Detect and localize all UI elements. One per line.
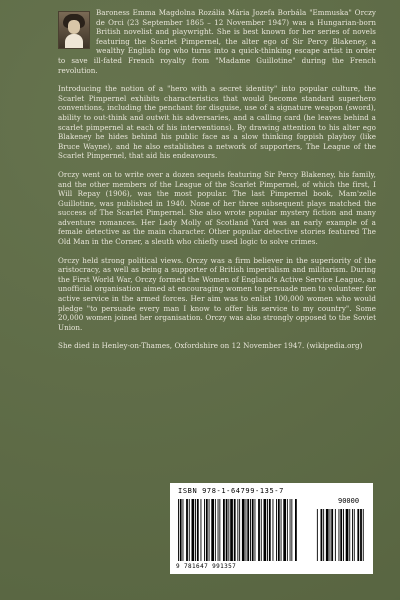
paragraph-death: She died in Henley-on-Thames, Oxfordshire on 12 November 1947. (wikipedia.org) (58, 341, 363, 351)
author-portrait-icon (58, 11, 90, 49)
back-cover-text (58, 8, 376, 360)
paragraph-bio (58, 8, 376, 75)
paragraph-politics: Orczy held strong political views. Orczy was a firm believer in the superiority of the aristocracy, as well as being a supporter of British imperialism and militarism. During the First World War, Orczy formed the Women of England's Active Service League, an unofficial organisation aimed at encouraging women to persuade men to volunteer for active service in the armed forces. Her aim was to enlist 100,000 women who would pledge "to persuade every man I know to offer his service to my country". Some 20,000 women joined her organisation. Orczy was also strongly opposed to the Soviet Union. (58, 255, 376, 332)
paragraph-bio-text: Baroness Emma Magdolna Rozália Mária Jozefa Borbála "Emmuska" Orczy de Orci (23 September 1865 – 12 November 1947) was a Hungarian-born British novelist and playwright. She is best known for her series of novels featuring the Scarlet Pimpernel, the alter ego of Sir Percy Blakeney, a wealthy English fop who turns into a quick-thinking escape artist in order to save ill-fated French royalty from "Madame Guillotine" during the French revolution. (58, 8, 376, 75)
barcode-digits: 9 781647 991357 (176, 563, 237, 570)
price-code: 90000 (338, 497, 360, 505)
paragraph-hero: Introducing the notion of a "hero with a secret identity" into popular culture, the Scarlet Pimpernel exhibits characteristics that would become standard superhero conventions, including the penchant for disguise, use of a signature weapon (sword), ability to out-think and outwit his adversaries, and a calling card (he leaves behind a scarlet pimpernel at each of his interventions). By drawing attention to his alter ego Blakeney he hides behind his public face as a slow thinking foppish playboy (like Bruce Wayne), and he also establishes a network of supporters, The League of the Scarlet Pimpernel, that aid his endeavours. (58, 84, 376, 161)
isbn-barcode (170, 483, 373, 574)
barcode-bars-icon (176, 495, 368, 563)
isbn-label: ISBN 978-1-64799-135-7 (178, 487, 284, 495)
paragraph-sequels: Orczy went on to write over a dozen sequels featuring Sir Percy Blakeney, his family, and the other members of the League of the Scarlet Pimpernel, of which the first, I Will Repay (1906), was the most popular. The last Pimpernel book, Mam'zelle Guillotine, was published in 1940. None of her three subsequent plays matched the success of The Scarlet Pimpernel. She also wrote popular mystery fiction and many adventure romances. Her Lady Molly of Scotland Yard was an early example of a female detective as the main character. Other popular detective stories featured The Old Man in the Corner, a sleuth who chiefly used logic to solve crimes. (58, 169, 376, 247)
